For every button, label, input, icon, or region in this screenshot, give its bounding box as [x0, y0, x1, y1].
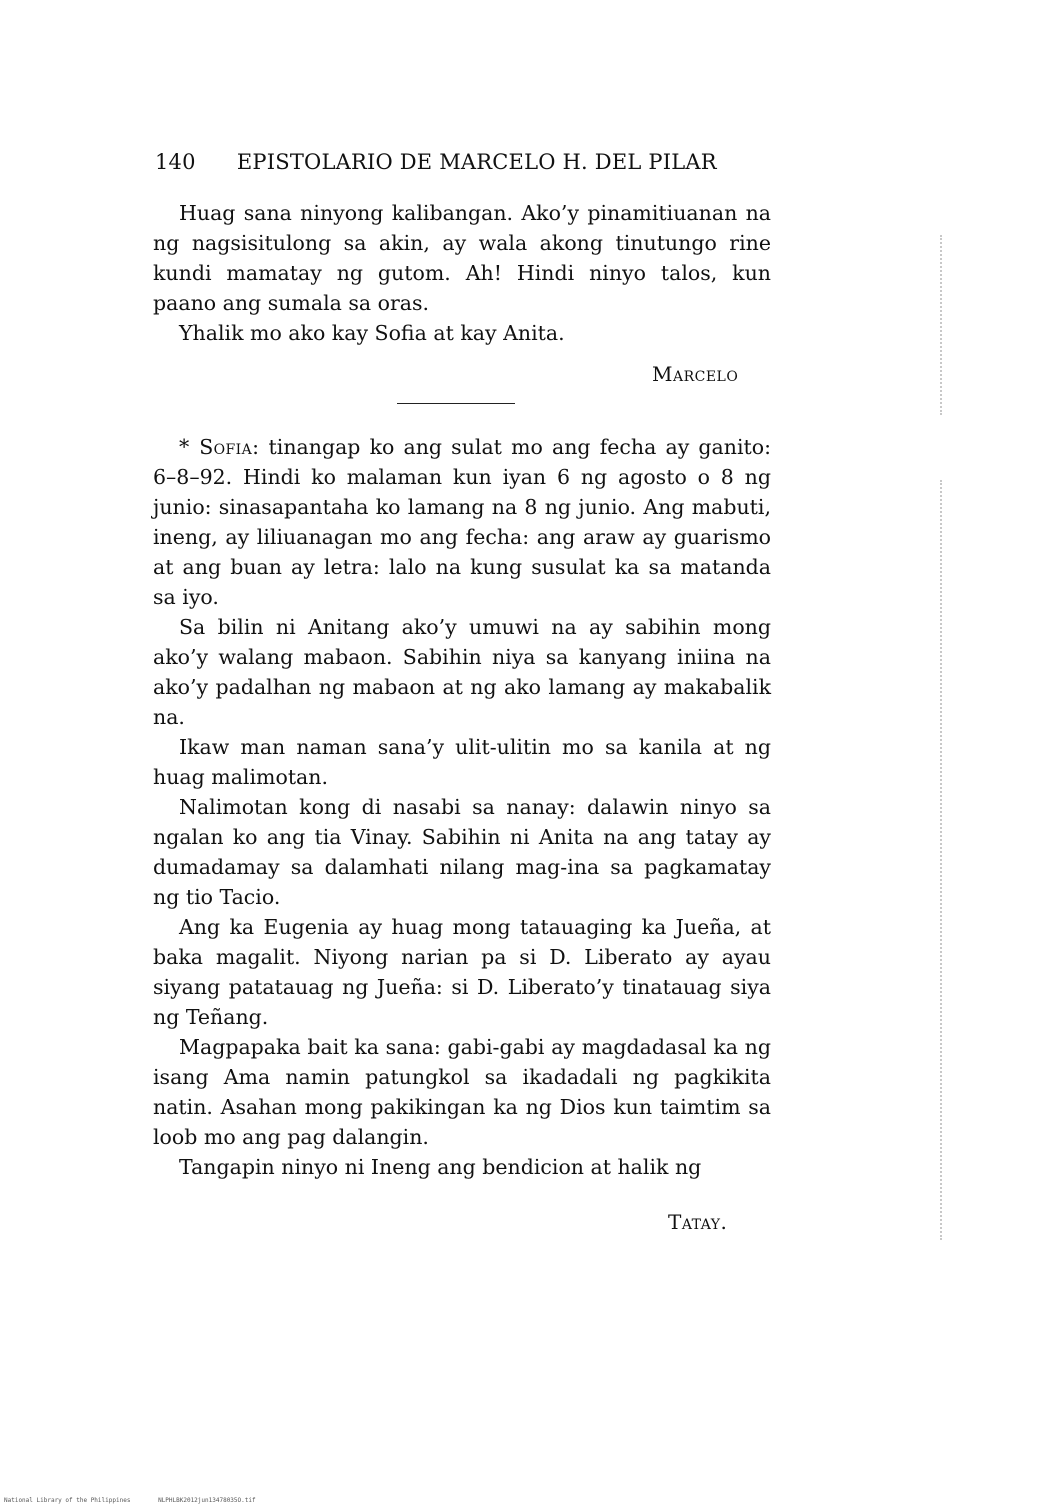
scan-margin-dots: [940, 480, 946, 1240]
opening-text: tinangap ko ang sulat mo ang fecha ay ganito: 6–8–92. Hindi ko malaman kun iyan 6 ng agosto o 8 ng junio: sinasapantaha ko lamang na 8 ng junio. Ang mabuti, ineng, ay liliuanagan mo ang fecha: ang araw ay guarismo at ang buan ay letra: lalo na kung susulat ka sa matanda sa iyo.: [153, 435, 772, 609]
footer-file: NLPHLBK2012jun13478035O.tif: [158, 1497, 256, 1504]
letter-two-body: [153, 432, 771, 1182]
paragraph: Yhalik mo ako kay Sofia at kay Anita.: [179, 321, 565, 345]
scan-margin-dots: [940, 235, 946, 415]
letter-one-body: [153, 198, 771, 348]
section-divider: [397, 403, 515, 404]
footer-library: National Library of the Philippines: [4, 1497, 131, 1504]
paragraph: Nalimotan kong di nasabi sa nanay: dalawin ninyo sa ngalan ko ang tia Vinay. Sabihin ni Anita na ang tatay ay dumadamay sa dalamhati nilang mag-ina sa pagkamatay ng tio Tacio.: [153, 795, 771, 909]
salutation: * Sofia:: [179, 435, 260, 459]
paragraph: Sa bilin ni Anitang ako’y umuwi na ay sabihin mong ako’y walang mabaon. Sabihin niya sa kanyang iniina na ako’y padalhan ng mabaon at ng ako lamang ay makabalik na.: [153, 615, 771, 729]
page-number: 140: [155, 150, 196, 174]
signature-marcelo: Marcelo: [652, 362, 739, 386]
running-head: EPISTOLARIO DE MARCELO H. DEL PILAR: [236, 150, 717, 174]
scan-footer: [4, 1497, 280, 1504]
opening-paragraph: [153, 432, 771, 612]
paragraph: Huag sana ninyong kalibangan. Ako’y pinamitiuanan na ng nagsisitulong sa akin, ay wala akong tinutungo rine kundi mamatay ng gutom. Ah! Hindi ninyo talos, kun paano ang sumala sa oras.: [153, 201, 771, 315]
paragraph: Ikaw man naman sana’y ulit-ulitin mo sa kanila at ng huag malimotan.: [153, 735, 771, 789]
paragraph: Magpapaka bait ka sana: gabi-gabi ay magdadasal ka ng isang Ama namin patungkol sa ikadadali ng pagkikita natin. Asahan mong pakikingan ka ng Dios kun taimtim sa loob mo ang pag dalangin.: [153, 1035, 771, 1149]
paragraph: Tangapin ninyo ni Ineng ang bendicion at halik ng: [179, 1155, 702, 1179]
page-header: [155, 150, 785, 174]
paragraph: Ang ka Eugenia ay huag mong tatauaging ka Jueña, at baka magalit. Niyong narian pa si D. Liberato ay ayau siyang patatauag ng Jueña: si D. Liberato’y tinatauag siya ng Teñang.: [153, 915, 771, 1029]
signature-tatay: Tatay.: [668, 1210, 728, 1234]
